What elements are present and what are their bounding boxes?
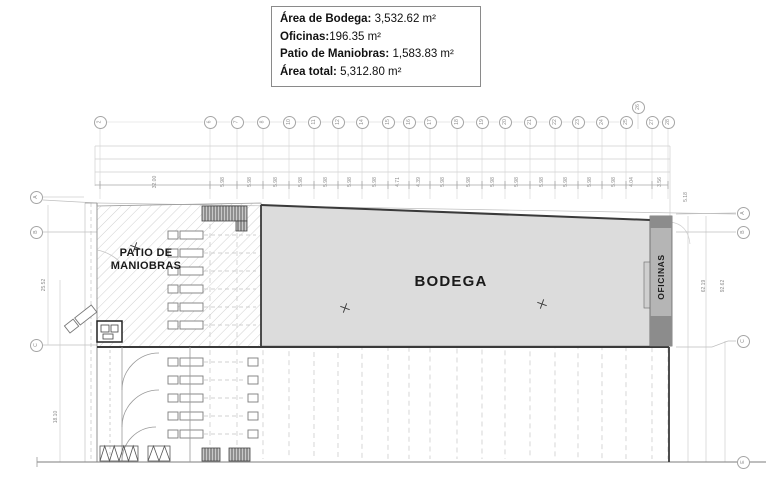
grid-bubble-right bbox=[737, 456, 750, 469]
grid-bubble-label: 10 bbox=[286, 119, 292, 125]
dimension-text: 5.98 bbox=[247, 177, 253, 187]
legend-label: Área de Bodega: bbox=[280, 13, 372, 25]
grid-bubble-top bbox=[632, 101, 645, 114]
grid-bubble-top bbox=[332, 116, 345, 129]
oficinas-label: OFICINAS bbox=[656, 254, 666, 300]
grid-bubble-label: 16 bbox=[406, 119, 412, 125]
grid-bubble-label: 12 bbox=[335, 119, 341, 125]
bodega-label: BODEGA bbox=[414, 273, 488, 290]
dimension-text: 5.98 bbox=[372, 177, 378, 187]
dimension-text: 18.10 bbox=[53, 410, 59, 424]
dimension-text: 5.98 bbox=[587, 177, 593, 187]
grid-bubble-label: C bbox=[740, 339, 746, 343]
grid-bubble-top bbox=[424, 116, 437, 129]
grid-bubble-label: 26 bbox=[635, 104, 641, 110]
dimension-text: 4.39 bbox=[416, 177, 422, 187]
dimension-text: 5.98 bbox=[539, 177, 545, 187]
dimension-text: 5.98 bbox=[323, 177, 329, 187]
grid-bubble-right bbox=[737, 226, 750, 239]
grid-bubble-label: 20 bbox=[502, 119, 508, 125]
grid-bubble-label: 28 bbox=[665, 119, 671, 125]
grid-bubble-label: 2 bbox=[97, 120, 103, 124]
grid-bubble-right bbox=[737, 335, 750, 348]
grid-bubble-left bbox=[30, 191, 43, 204]
legend-label: Oficinas: bbox=[280, 30, 330, 43]
legend-value: 5,312.80 m² bbox=[336, 65, 402, 78]
dimension-text: 5.98 bbox=[514, 177, 520, 187]
grid-bubble-top bbox=[403, 116, 416, 129]
dimension-text: 4.04 bbox=[629, 177, 635, 187]
grid-bubble-top bbox=[646, 116, 659, 129]
grid-bubble-top bbox=[596, 116, 609, 129]
angled-truck bbox=[64, 305, 96, 333]
grid-bubble-label: 15 bbox=[385, 119, 391, 125]
grid-bubble-top bbox=[94, 116, 107, 129]
dimension-text: 62.19 bbox=[701, 279, 707, 293]
grid-bubble-left bbox=[30, 226, 43, 239]
grid-bubble-top bbox=[476, 116, 489, 129]
area-summary-box bbox=[271, 6, 481, 87]
legend-label: Área total: bbox=[280, 65, 337, 78]
grid-bubble-label: 23 bbox=[575, 119, 581, 125]
grid-bubble-label: 7 bbox=[234, 120, 240, 124]
dimension-text: 4.71 bbox=[395, 177, 401, 187]
grid-bubble-top bbox=[308, 116, 321, 129]
dimension-text: 5.98 bbox=[273, 177, 279, 187]
dimension-text: 92.62 bbox=[720, 279, 726, 293]
grid-bubble-top bbox=[499, 116, 512, 129]
grid-bubble-top bbox=[572, 116, 585, 129]
grid-bubble-top bbox=[549, 116, 562, 129]
dimension-text: 25.52 bbox=[41, 278, 47, 292]
grid-bubble-label: 22 bbox=[552, 119, 558, 125]
legend-value: 3,532.62 m² bbox=[371, 13, 436, 25]
grid-bubble-label: 21 bbox=[527, 119, 533, 125]
legend-row-oficinas bbox=[280, 29, 472, 47]
legend-value: 196.35 m² bbox=[329, 30, 381, 43]
grid-bubble-top bbox=[662, 116, 675, 129]
grid-bubble-label: A bbox=[33, 195, 39, 199]
dimension-text: 5.98 bbox=[220, 177, 226, 187]
grid-bubble-label: 6 bbox=[207, 120, 213, 124]
grid-bubble-label: C bbox=[33, 343, 39, 347]
dimension-text: 5.98 bbox=[563, 177, 569, 187]
grid-bubble-left bbox=[30, 339, 43, 352]
dimension-text: 5.18 bbox=[683, 192, 689, 202]
grid-bubble-right bbox=[737, 207, 750, 220]
dimension-text: 32.00 bbox=[152, 175, 158, 189]
grid-bubble-label: 25 bbox=[623, 119, 629, 125]
grid-bubble-top bbox=[620, 116, 633, 129]
grid-bubble-top bbox=[257, 116, 270, 129]
grid-bubble-label: A bbox=[740, 211, 746, 215]
grid-bubble-label: 14 bbox=[359, 119, 365, 125]
legend-row-patio bbox=[280, 46, 472, 64]
grid-bubble-label: B bbox=[740, 230, 746, 234]
legend-value: 1,583.83 m² bbox=[389, 48, 454, 60]
legend-label: Patio de Maniobras: bbox=[280, 48, 390, 60]
legend-row-bodega bbox=[280, 11, 472, 29]
grid-bubble-label: E bbox=[740, 460, 746, 464]
grid-bubble-top bbox=[356, 116, 369, 129]
grid-bubble-top bbox=[382, 116, 395, 129]
legend-row-total bbox=[280, 64, 472, 82]
dimension-text: 5.98 bbox=[298, 177, 304, 187]
grid-bubble-label: 17 bbox=[427, 119, 433, 125]
dimension-text: 5.98 bbox=[611, 177, 617, 187]
grid-bubble-label: 24 bbox=[599, 119, 605, 125]
dimension-text: 5.98 bbox=[347, 177, 353, 187]
grid-bubble-label: 8 bbox=[260, 120, 266, 124]
grid-bubble-top bbox=[451, 116, 464, 129]
grid-bubble-label: B bbox=[33, 230, 39, 234]
patio-label: PATIO DE MANIOBRAS bbox=[110, 247, 182, 272]
grid-bubble-top bbox=[204, 116, 217, 129]
dimension-text: 5.98 bbox=[440, 177, 446, 187]
detail-box bbox=[97, 321, 122, 342]
grid-bubble-label: 18 bbox=[454, 119, 460, 125]
grid-bubble-top bbox=[283, 116, 296, 129]
dimension-text: 3.56 bbox=[657, 177, 663, 187]
grid-bubble-label: 27 bbox=[649, 119, 655, 125]
dimension-text: 5.98 bbox=[466, 177, 472, 187]
grid-bubble-top bbox=[524, 116, 537, 129]
grid-bubble-top bbox=[231, 116, 244, 129]
dimension-text: 5.98 bbox=[490, 177, 496, 187]
grid-bubble-label: 19 bbox=[479, 119, 485, 125]
grid-bubble-label: 11 bbox=[311, 119, 317, 125]
